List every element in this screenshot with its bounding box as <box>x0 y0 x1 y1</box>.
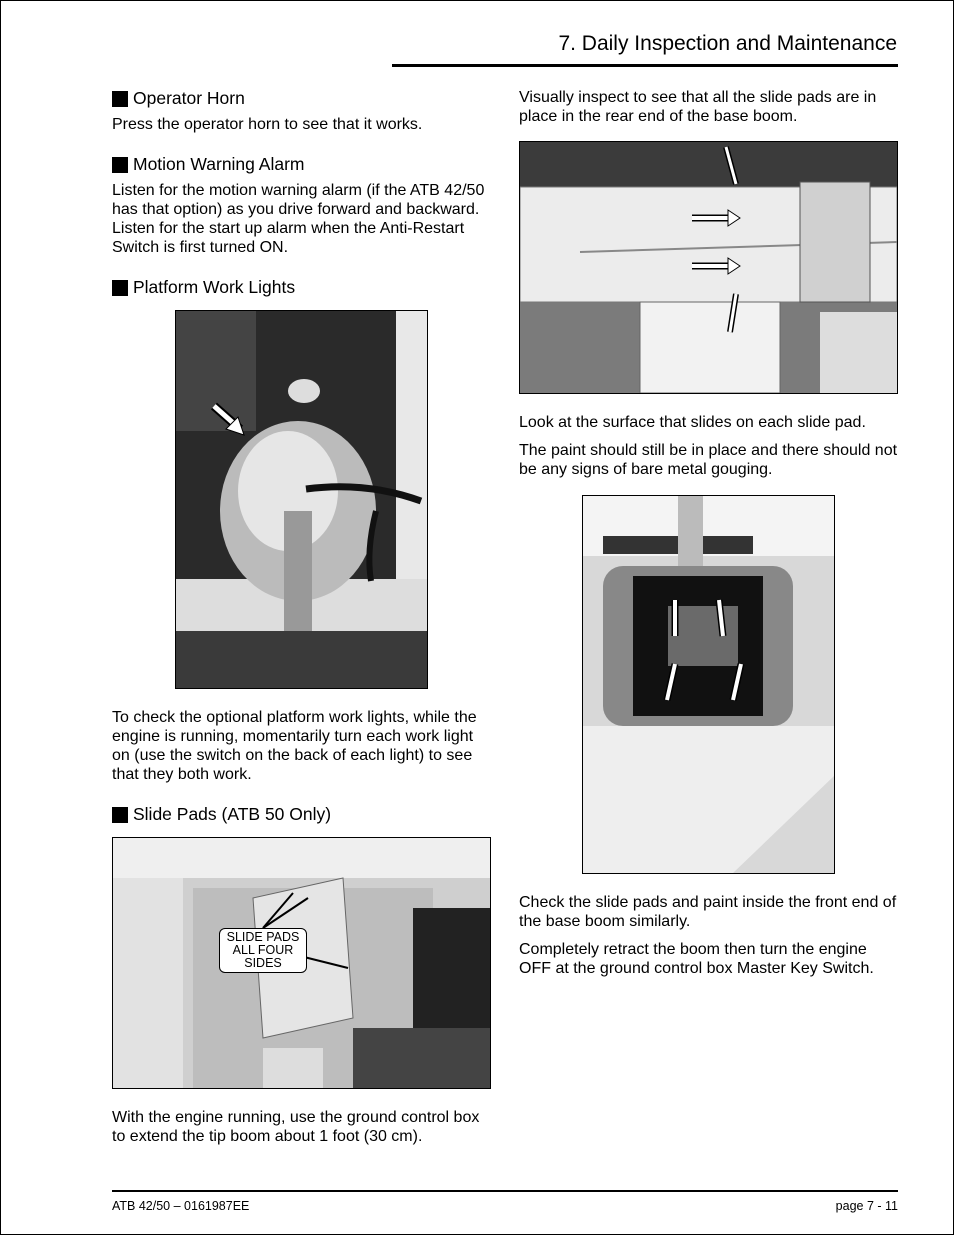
heading-text: Platform Work Lights <box>133 277 296 297</box>
slide-pads-photo <box>112 837 491 1089</box>
pads-text: With the engine running, use the ground control box to extend the tip boom about 1 foot (30 cm). <box>112 1109 480 1145</box>
base-boom-rear-photo <box>519 141 898 394</box>
slide-pads-callout <box>219 928 307 973</box>
front-end-text: Check the slide pads and paint inside the front end of the base boom similarly. <box>519 894 897 930</box>
right-text-block-2 <box>519 413 899 479</box>
section-heading-horn <box>112 88 488 109</box>
callout-line: SLIDE PADS <box>226 930 300 944</box>
section-heading-alarm <box>112 154 488 175</box>
alarm-text: Listen for the motion warning alarm (if the ATB 42/50 has that option) as you drive forward and backward. Listen for the start up alarm when the Anti-Restart Switch is first turned ON. <box>112 182 485 256</box>
left-column <box>112 88 488 304</box>
bullet-square-icon <box>112 157 128 173</box>
page-title: 7. Daily Inspection and Maintenance <box>558 32 897 55</box>
retract-text: Completely retract the boom then turn the engine OFF at the ground control box Master Key Switch. <box>519 941 874 977</box>
heading-text: Slide Pads (ATB 50 Only) <box>133 804 332 824</box>
lights-text-block <box>112 708 488 831</box>
paint-text: The paint should still be in place and there should not be any signs of bare metal gouging. <box>519 442 898 478</box>
section-heading-lights <box>112 277 488 298</box>
horn-text: Press the operator horn to see that it works. <box>112 116 423 133</box>
header-rule <box>392 64 898 67</box>
footer-doc-id: ATB 42/50 – 0161987EE <box>112 1199 250 1213</box>
work-light-photo <box>175 310 428 689</box>
footer-page-number: page 7 - 11 <box>835 1199 898 1213</box>
bullet-square-icon <box>112 91 128 107</box>
pads-text-block <box>112 1108 488 1146</box>
bullet-square-icon <box>112 807 128 823</box>
lights-text: To check the optional platform work lights, while the engine is running, momentarily turn each work light on (use the switch on the back of each light) to see that they both work. <box>112 709 477 783</box>
section-heading-pads <box>112 804 488 825</box>
surface-text: Look at the surface that slides on each slide pad. <box>519 414 866 431</box>
heading-text: Motion Warning Alarm <box>133 154 305 174</box>
callout-line: ALL FOUR <box>232 943 294 957</box>
heading-text: Operator Horn <box>133 88 245 108</box>
callout-line: SIDES <box>244 956 282 970</box>
front-end-photo <box>582 495 835 874</box>
bullet-square-icon <box>112 280 128 296</box>
rear-inspect-text: Visually inspect to see that all the slide pads are in place in the rear end of the base boom. <box>519 89 877 125</box>
footer-rule <box>112 1190 898 1192</box>
right-column <box>519 88 899 126</box>
right-text-block-3 <box>519 893 899 978</box>
